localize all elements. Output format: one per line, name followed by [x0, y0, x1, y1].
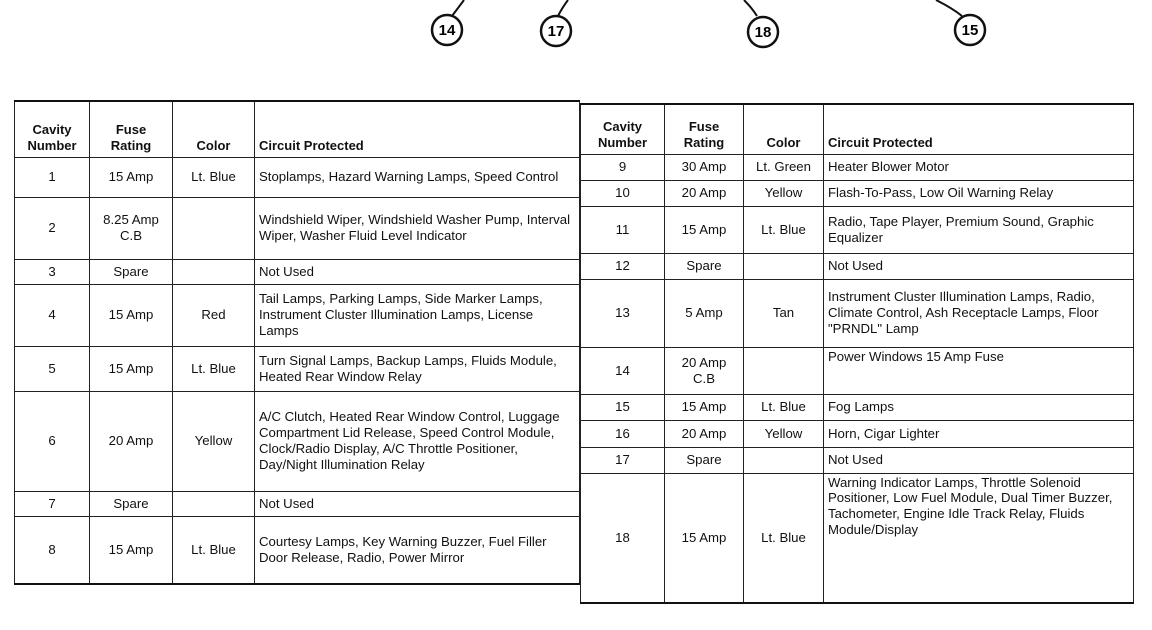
fuse-cell: 20 Amp	[665, 420, 744, 447]
header-circuit-protected: Circuit Protected	[255, 101, 580, 157]
callout-15	[936, 0, 985, 45]
color-cell	[173, 491, 255, 516]
table-row	[581, 447, 1134, 473]
header-circuit-protected: Circuit Protected	[824, 104, 1134, 154]
color-cell: Red	[173, 284, 255, 346]
color-cell: Tan	[744, 279, 824, 347]
circuit-cell: Not Used	[824, 253, 1134, 279]
fuse-cell: 20 Amp C.B	[665, 347, 744, 394]
circuit-cell: Tail Lamps, Parking Lamps, Side Marker Lamps, Instrument Cluster Illumination Lamps, License Lamps	[255, 284, 580, 346]
cavity-cell: 7	[15, 491, 90, 516]
table-row	[581, 180, 1134, 206]
circuit-cell: Instrument Cluster Illumination Lamps, Radio, Climate Control, Ash Receptacle Lamps, Floor "PRNDL" Lamp	[824, 279, 1134, 347]
fuse-cell: 15 Amp	[665, 206, 744, 253]
table-row	[581, 206, 1134, 253]
circuit-cell: Heater Blower Motor	[824, 154, 1134, 180]
fuse-cell: 15 Amp	[90, 346, 173, 391]
fuse-cell: Spare	[665, 253, 744, 279]
fuse-cell: 30 Amp	[665, 154, 744, 180]
circuit-cell: Windshield Wiper, Windshield Washer Pump, Interval Wiper, Washer Fluid Level Indicator	[255, 197, 580, 259]
table-header-row	[581, 104, 1134, 154]
cavity-cell: 12	[581, 253, 665, 279]
fuse-cell: 5 Amp	[665, 279, 744, 347]
cavity-cell: 14	[581, 347, 665, 394]
table-row	[581, 154, 1134, 180]
cavity-cell: 18	[581, 473, 665, 603]
table-row	[581, 473, 1134, 603]
color-cell: Yellow	[744, 420, 824, 447]
callout-18-label: 18	[754, 24, 772, 41]
color-cell: Lt. Blue	[173, 516, 255, 584]
fuse-table-left	[14, 100, 580, 585]
color-cell: Lt. Green	[744, 154, 824, 180]
fuse-cell: 15 Amp	[90, 516, 173, 584]
table-row	[581, 347, 1134, 394]
table-row	[15, 346, 580, 391]
circuit-cell: Turn Signal Lamps, Backup Lamps, Fluids Module, Heated Rear Window Relay	[255, 346, 580, 391]
callout-17-label: 17	[547, 23, 565, 40]
fuse-cell: 15 Amp	[90, 157, 173, 197]
header-color: Color	[744, 104, 824, 154]
color-cell	[744, 253, 824, 279]
circuit-cell: Not Used	[255, 259, 580, 284]
table-header-row	[15, 101, 580, 157]
callout-18	[744, 0, 778, 47]
cavity-cell: 2	[15, 197, 90, 259]
cavity-cell: 1	[15, 157, 90, 197]
table-row	[581, 420, 1134, 447]
color-cell	[173, 259, 255, 284]
header-fuse-rating: Fuse Rating	[90, 101, 173, 157]
circuit-cell: Courtesy Lamps, Key Warning Buzzer, Fuel Filler Door Release, Radio, Power Mirror	[255, 516, 580, 584]
circuit-cell: Horn, Cigar Lighter	[824, 420, 1134, 447]
header-color: Color	[173, 101, 255, 157]
color-cell	[173, 197, 255, 259]
table-row	[581, 394, 1134, 420]
cavity-cell: 11	[581, 206, 665, 253]
callout-15-label: 15	[961, 22, 979, 39]
circuit-cell: Power Windows 15 Amp Fuse	[824, 347, 1134, 394]
color-cell: Lt. Blue	[173, 346, 255, 391]
color-cell: Yellow	[173, 391, 255, 491]
table-row	[15, 284, 580, 346]
fuse-cell: Spare	[90, 259, 173, 284]
fuse-cell: 15 Amp	[90, 284, 173, 346]
table-row	[15, 259, 580, 284]
callout-14-label: 14	[438, 22, 456, 39]
color-cell: Lt. Blue	[744, 473, 824, 603]
header-fuse-rating: Fuse Rating	[665, 104, 744, 154]
fuse-cell: 8.25 Amp C.B	[90, 197, 173, 259]
table-row	[15, 157, 580, 197]
cavity-cell: 6	[15, 391, 90, 491]
circuit-cell: Radio, Tape Player, Premium Sound, Graphic Equalizer	[824, 206, 1134, 253]
cavity-cell: 13	[581, 279, 665, 347]
table-row	[15, 197, 580, 259]
header-cavity-number: Cavity Number	[581, 104, 665, 154]
cavity-cell: 10	[581, 180, 665, 206]
header-cavity-number: Cavity Number	[15, 101, 90, 157]
circuit-cell: Flash-To-Pass, Low Oil Warning Relay	[824, 180, 1134, 206]
circuit-cell: Not Used	[824, 447, 1134, 473]
table-row	[15, 391, 580, 491]
table-row	[581, 253, 1134, 279]
table-row	[15, 491, 580, 516]
circuit-cell: Not Used	[255, 491, 580, 516]
callout-17	[541, 0, 571, 46]
cavity-cell: 5	[15, 346, 90, 391]
color-cell: Lt. Blue	[744, 206, 824, 253]
fuse-table-right	[580, 103, 1134, 604]
fuse-cell: Spare	[665, 447, 744, 473]
cavity-cell: 3	[15, 259, 90, 284]
fuse-cell: Spare	[90, 491, 173, 516]
color-cell: Yellow	[744, 180, 824, 206]
table-row	[15, 516, 580, 584]
callout-diagram	[0, 0, 1152, 60]
cavity-cell: 17	[581, 447, 665, 473]
cavity-cell: 4	[15, 284, 90, 346]
circuit-cell: Warning Indicator Lamps, Throttle Solenoid Positioner, Low Fuel Module, Dual Timer Buzzer, Tachometer, Engine Idle Track Relay, Fluids Module/Display	[824, 473, 1134, 603]
callout-14	[432, 0, 464, 45]
color-cell	[744, 447, 824, 473]
fuse-cell: 15 Amp	[665, 473, 744, 603]
table-row	[581, 279, 1134, 347]
fuse-cell: 20 Amp	[90, 391, 173, 491]
color-cell: Lt. Blue	[744, 394, 824, 420]
circuit-cell: Stoplamps, Hazard Warning Lamps, Speed Control	[255, 157, 580, 197]
cavity-cell: 16	[581, 420, 665, 447]
fuse-cell: 20 Amp	[665, 180, 744, 206]
fuse-cell: 15 Amp	[665, 394, 744, 420]
cavity-cell: 9	[581, 154, 665, 180]
cavity-cell: 8	[15, 516, 90, 584]
cavity-cell: 15	[581, 394, 665, 420]
circuit-cell: Fog Lamps	[824, 394, 1134, 420]
color-cell: Lt. Blue	[173, 157, 255, 197]
circuit-cell: A/C Clutch, Heated Rear Window Control, Luggage Compartment Lid Release, Speed Control Module, Clock/Radio Display, A/C Throttle Positioner, Day/Night Illumination Relay	[255, 391, 580, 491]
color-cell	[744, 347, 824, 394]
